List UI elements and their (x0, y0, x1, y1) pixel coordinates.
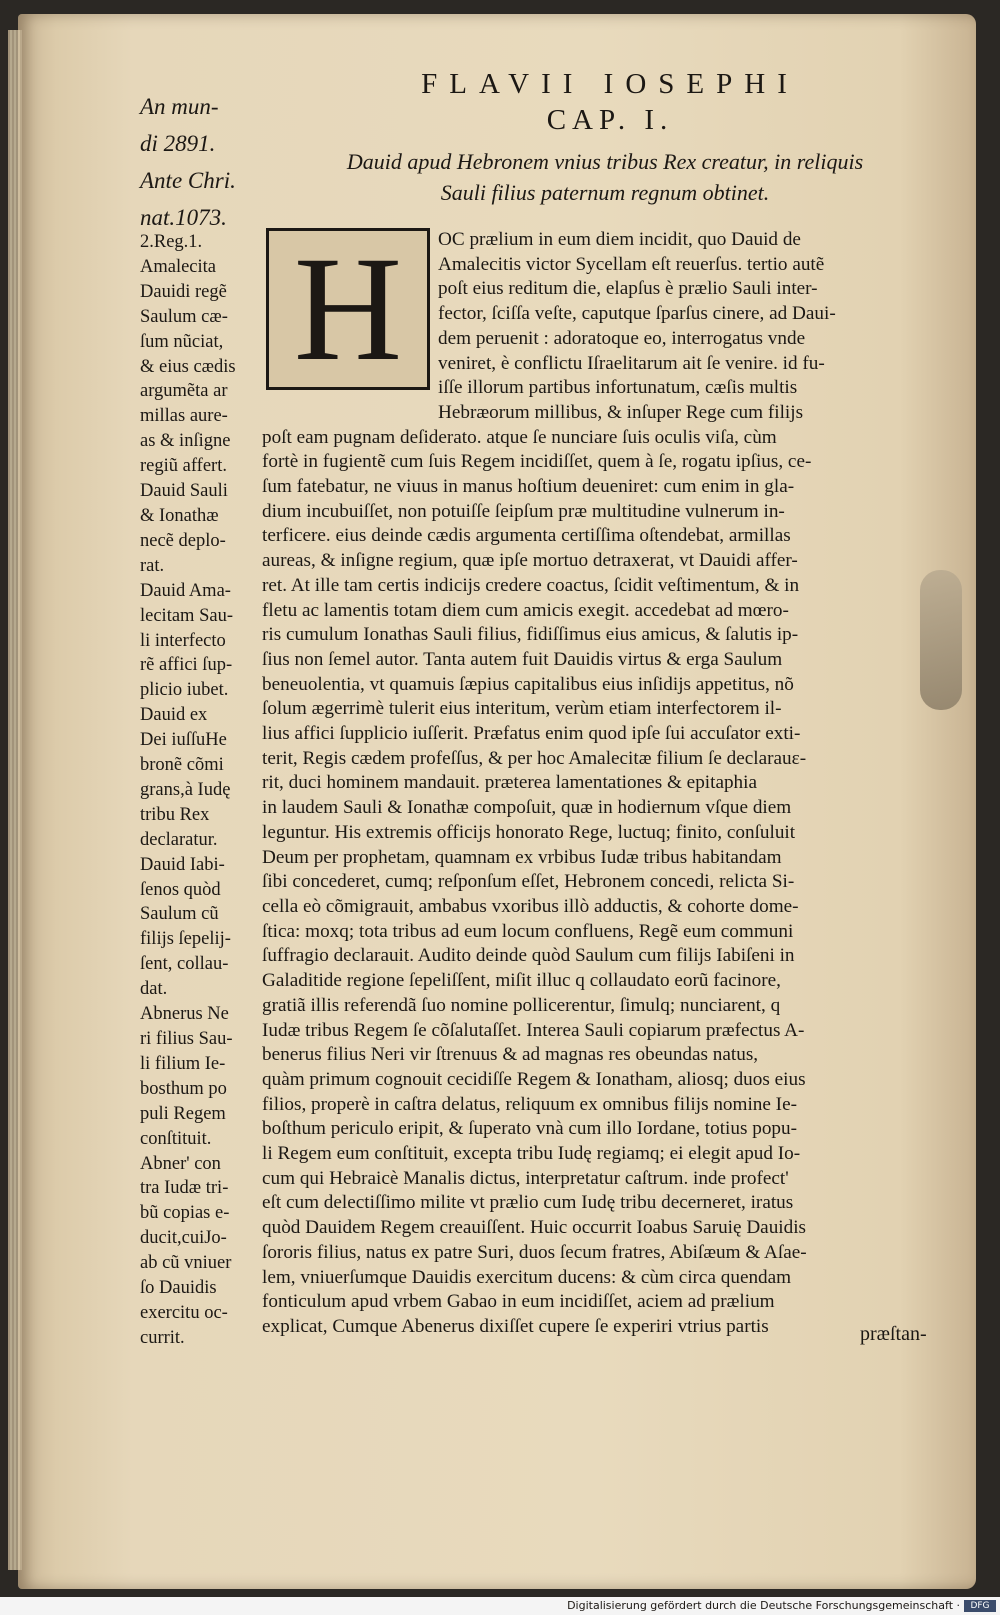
catchword: præſtan- (860, 1323, 927, 1345)
margin-note-line: Dauidi regẽ (140, 281, 227, 302)
date-line: nat.1073. (140, 205, 227, 230)
margin-note-line: li interfecto (140, 630, 226, 651)
page-clip (920, 570, 962, 710)
body-line: terficere. eius deinde cædis argumenta certiſſima oſtendebat, armillas (262, 525, 791, 547)
body-line: in laudem Sauli & Ionathæ compoſuit, quæ in hodiernum vſque diem (262, 797, 792, 819)
body-line: ſolum ægerrimè tulerit eius interitum, verùm etiam interfectorem il- (262, 698, 782, 720)
body-line: dium incubuiſſet, non potuiſſe ſeipſum præ multitudine vulnerum in- (262, 500, 785, 522)
margin-note-line: rat. (140, 555, 165, 576)
margin-note-line: Dauid Sauli (140, 481, 228, 502)
margin-note-line: filijs ſepelij- (140, 929, 231, 950)
initial-letter: H (293, 226, 403, 392)
body-line: ret. At ille tam certis indicijs credere coactus, ſcidit veſtimentum, & in (262, 574, 800, 596)
margin-note-line: ri filius Sau- (140, 1029, 233, 1049)
margin-note-line: ſo Dauidis (140, 1278, 217, 1299)
margin-note-line: argumẽta ar (140, 381, 228, 402)
body-line: cum qui Hebraicè Manalis dictus, interpretatur caſtrum. inde profect' (262, 1167, 789, 1189)
margin-note-line: declaratur. (140, 829, 218, 850)
body-line: Iudæ tribus Regem ſe cõſalutaſſet. Interea Sauli copiarum præfectus A- (262, 1019, 805, 1041)
margin-note-line: Dauid Iabi- (140, 854, 225, 875)
body-line: fonticulum apud vrbem Gabao in eum incidiſſet, aciem ad prælium (262, 1291, 775, 1313)
body-line: Deum per prophetam, quamnam ex vrbibus Iudæ tribus habitandam (262, 846, 782, 868)
body-line: Amalecitis victor Sycellam eſt reuerſus. tertio autẽ (438, 253, 825, 275)
margin-note-line: Dauid ex (140, 705, 208, 726)
margin-note-line: necẽ deplo- (140, 530, 226, 551)
body-line: cella eò cõmigrauit, ambabus vxoribus illò adductis, & cohorte dome- (262, 895, 799, 917)
margin-note-line: millas aure- (140, 406, 228, 427)
body-line: gratiã illis referendã ſuo nomine pollicerentur, ſimulq; nunciarent, q (262, 994, 781, 1016)
margin-note-line: tribu Rex (140, 804, 210, 825)
body-line: ſibi concederet, cumq; reſponſum eſſet, Hebronem concedi, relicta Si- (262, 871, 795, 893)
body-text (262, 228, 924, 1340)
margin-note-line: regiũ affert. (140, 456, 227, 477)
body-line: ris cumulum Ionathas Sauli filius, fidiſſimus eius amicus, & ſalutis ip- (262, 624, 799, 646)
margin-note-line: ab cũ vniuer (140, 1253, 232, 1274)
body-line: ſius non ſemel autor. Tanta autem fuit Dauidis virtus & erga Saulum (262, 648, 783, 670)
body-line: beneuolentia, vt quamuis ſæpius capitalibus eius inſidijs appetitus, nõ (262, 673, 794, 695)
margin-note-line: ſenos quòd (140, 879, 221, 900)
body-line: poſt eam pugnam deſiderato. atque ſe nunciare ſuis oculis viſa, cùm (262, 426, 777, 448)
margin-note-line: tra Iudæ tri- (140, 1178, 229, 1199)
date-note (140, 88, 270, 236)
body-line: rit, duci hominem mandauit. præterea lamentationes & epitaphia (262, 772, 757, 794)
margin-note-line: lecitam Sau- (140, 605, 233, 626)
margin-note-line: rẽ affici ſup- (140, 655, 233, 676)
margin-note-line: puli Regem (140, 1103, 226, 1124)
margin-note-line: ſent, collau- (140, 954, 229, 975)
body-line: Galaditide regione ſepeliſſent, miſit illuc q collaudato eorũ facinore, (262, 970, 781, 992)
body-line: veniret, è conflictu Iſraelitarum ait ſe venire. id fu- (438, 352, 825, 374)
body-line: Hebræorum millibus, & inſuper Rege cum filijs (438, 401, 804, 423)
dfg-logo: DFG (964, 1600, 996, 1612)
margin-note-line: Saulum cũ (140, 904, 219, 925)
footer-text: Digitalisierung gefördert durch die Deutsche Forschungsgemeinschaft · (567, 1599, 960, 1612)
body-line: poſt eius reditum die, elapſus è prælio Sauli inter- (438, 278, 818, 300)
body-line: eſt cum delectiſſimo milite vt prælio cum Iudę tribu decerneret, iratus (262, 1192, 794, 1214)
body-line: explicat, Cumque Abenerus dixiſſet cupere ſe experiri vtrius partis (262, 1315, 769, 1337)
body-line: lius affici ſupplicio iuſſerit. Præfatus enim quod ipſe ſui accuſator exti- (262, 723, 801, 745)
body-line: quàm primum cognouit cecidiſſe Regem & Ionatham, aliosq; duos eius (262, 1068, 806, 1090)
body-line: fector, ſciſſa veſte, caputque ſparſus cinere, ad Daui- (438, 303, 836, 325)
margin-note-line: ducit,cuiJo- (140, 1228, 227, 1249)
margin-note-line: Abner' con (140, 1153, 221, 1174)
margin-note-line: bronẽ cõmi (140, 755, 224, 776)
margin-note-line: as & inſigne (140, 431, 231, 452)
margin-note-line: exercitu oc- (140, 1302, 228, 1323)
body-line: ſum fatebatur, ne viuus in manus hoſtium deueniret: cum enim in gla- (262, 476, 795, 498)
margin-note-line: grans,à Iudę (140, 779, 231, 800)
margin-note-line: bũ copias e- (140, 1203, 230, 1224)
margin-note-line: currit. (140, 1327, 185, 1348)
margin-notes (140, 230, 258, 1351)
margin-note-line: li filium Ie- (140, 1053, 226, 1074)
page-stack-edge (8, 30, 22, 1570)
summary-line: Sauli filius paternum regnum obtinet. (440, 180, 770, 205)
body-line: boſthum periculo eripit, & ſuperato vnà cum illo Iordane, totius popu- (262, 1118, 798, 1140)
date-line: Ante Chri. (140, 168, 236, 193)
margin-note-line: Saulum cæ- (140, 306, 228, 327)
body-line: OC prælium in eum diem incidit, quo Dauid de (438, 229, 801, 250)
body-line: ſtica: moxq; tota tribus ad eum locum confluens, Regẽ eum communi (262, 920, 794, 942)
body-line: aureas, & inſigne regium, quæ ipſe mortuo detraxerat, vt Dauidi affer- (262, 550, 798, 572)
body-line: iſſe illorum partibus infortunatum, cæſis multis (438, 377, 798, 399)
margin-note-line: 2.Reg.1. (140, 232, 203, 252)
body-line: fletu ac lamentis totam diem cum amicis exegit. accedebat ad mœro- (262, 599, 789, 621)
margin-note-line: bosthum po (140, 1078, 227, 1099)
body-line: terit, Regis cædem profeſſus, & per hoc Amalecitæ filium ſe declarauε- (262, 747, 807, 769)
date-line: di 2891. (140, 131, 216, 156)
chapter-title: CAP. I. (546, 104, 674, 136)
body-line: li Regem eum conſtituit, excepta tribu Iudę regiamq; ei elegit apud Io- (262, 1143, 801, 1165)
margin-note-line: & eius cædis (140, 356, 236, 377)
summary-line: Dauid apud Hebronem vnius tribus Rex creatur, in reliquis (346, 149, 864, 174)
body-line: dem peruenit : adoratoque eo, interrogatus vnde (438, 327, 806, 349)
body-line: ſuffragio declarauit. Audito deinde quòd Saulum cum filijs Iabiſeni in (262, 945, 795, 967)
body-line: benerus filius Neri vir ſtrenuus & ad magnas res obeundas natus, (262, 1044, 759, 1066)
margin-note-line: ſum nũciat, (140, 331, 224, 352)
body-line: quòd Dauidem Regem creauiſſent. Huic occurrit Ioabus Saruię Dauidis (262, 1217, 807, 1239)
margin-note-line: conſtituit. (140, 1128, 212, 1149)
margin-note-line: Amalecita (140, 256, 217, 277)
footer-bar (0, 1597, 1000, 1615)
body-line: leguntur. His extremis officijs honorato Rege, luctuq; finito, conſuluit (262, 821, 796, 843)
margin-note-line: Abnerus Ne (140, 1004, 229, 1025)
margin-note-line: Dauid Ama- (140, 580, 231, 601)
body-line: fortè in fugientẽ cum ſuis Regem incidiſſet, quem à ſe, rogatu ipſius, ce- (262, 451, 812, 473)
chapter-summary (280, 146, 930, 208)
margin-note-line: Dei iuſſuHe (140, 730, 227, 751)
margin-note-line: dat. (140, 979, 168, 1000)
body-line: filios, properè in caſtra delatus, reliquum ex omnibus filijs nomine Ie- (262, 1093, 797, 1115)
date-line: An mun- (140, 94, 219, 119)
running-head: FLAVII IOSEPHI (421, 68, 799, 100)
margin-note-line: plicio iubet. (140, 680, 229, 701)
margin-note-line: & Ionathæ (140, 505, 219, 526)
body-line: lem, vniuerſumque Dauidis exercitum ducens: & cùm circa quendam (262, 1266, 792, 1288)
body-line: ſororis filius, natus ex patre Suri, duos ſecum fratres, Abiſæum & Aſae- (262, 1241, 807, 1263)
